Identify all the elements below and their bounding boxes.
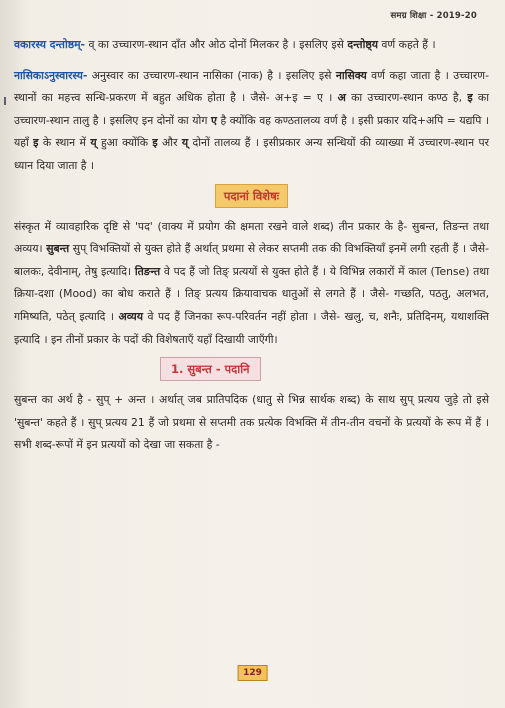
- para2-text: अनुस्वार का उच्चारण-स्थान नासिका (नाक) है । इसलिए इसे: [87, 68, 336, 82]
- para3-text4: वे पद हैं जिनका रूप-परिवर्तन नहीं होता । जैसे- खलु, च, शनैः, प्रतिदिनम्, यथाशक्ति इत्यादि । इन तीनों प्रकार के पदों की विशेषताएँ यहाँ दिखायी जाएँगी।: [14, 309, 489, 346]
- spacer: [14, 57, 489, 65]
- para3-bold3: अव्यय: [118, 309, 143, 323]
- term-nasika: नासिकाऽनुस्वारस्य-: [14, 68, 88, 82]
- para2-text4: का उच्चारण-स्थान तालु है । इसलिए इन दोनों का योग: [14, 91, 489, 127]
- subheading-wrap: [14, 357, 489, 383]
- para2-bold3: इ: [467, 91, 473, 105]
- margin-mark: [4, 97, 6, 105]
- para2-text5: है क्योंकि वह कण्ठतालव्य वर्ण है । इसी प्रकार यदि+अपि = यद्यपि । यहाँ: [14, 113, 489, 150]
- para2-text3: का उच्चारण-स्थान कण्ठ है,: [345, 91, 468, 105]
- para2-bold7: इ: [152, 136, 158, 150]
- para1-bold: दन्तोष्ठ्य: [347, 38, 378, 51]
- para2-bold6: य्: [90, 136, 97, 150]
- term-vakarasya: वकारस्य दन्तोष्ठम्-: [14, 38, 86, 51]
- page-number: 129: [237, 665, 268, 681]
- para2-bold4: ए: [210, 113, 217, 127]
- para3-bold: सुबन्त: [46, 242, 70, 256]
- paragraph-dantoshtha: [14, 34, 489, 57]
- para3-text3: वे पद हैं जो तिङ् प्रत्ययों से युक्त होते हैं । ये विभिन्न लकारों में काल (Tense) तथा क्रिया-दशा (Mood) का बोध कराते हैं । तिङ् प्रत्यय क्रियावाचक धातुओं से लगते हैं । जैसे- गच्छति, पठतु, अलभत, गमिष्यति, पठेत् इत्यादि ।: [14, 264, 489, 323]
- para3-text2: सुप् विभक्तियों से युक्त होते हैं अर्थात् प्रथमा से लेकर सप्तमी तक की विभक्तियाँ इनमें लगी रहती हैं । जैसे- बालकः, देवीनाम्, तेषु इत्यादि।: [14, 242, 489, 278]
- paragraph-subanta: [14, 389, 489, 457]
- section-heading: पदानां विशेषः: [215, 184, 288, 208]
- body-text: [14, 34, 489, 457]
- para2-text6: के स्थान में: [38, 136, 91, 150]
- paragraph-nasikya: [14, 65, 489, 178]
- para1-text2: वर्ण कहते हैं ।: [378, 38, 436, 51]
- para2-bold: नासिक्य: [335, 68, 367, 82]
- para4-text: सुबन्त का अर्थ है - सुप् + अन्त । अर्थात् जब प्रातिपदिक (धातु से भिन्न सार्थक शब्द) के साथ सुप् प्रत्यय जुड़े तो इसे 'सुबन्त' कहते हैं । सुप् प्रत्यय 21 हैं जो प्रथमा से सप्तमी तक प्रत्येक विभक्ति में तीन-तीन वचनों के प्रत्ययों के रूप में हैं । सभी शब्द-रूपों में इन प्रत्ययों को देखा जा सकता है -: [14, 393, 489, 452]
- para2-bold2: अ: [337, 91, 346, 105]
- heading-wrap: [14, 184, 489, 210]
- para2-text9: दोनों तालव्य हैं । इसीप्रकार अन्य सन्धियों की व्याख्या में उच्चारण-स्थान पर ध्यान दिया जाता है ।: [14, 136, 489, 172]
- para2-text8: और: [157, 136, 182, 150]
- subsection-heading: 1. सुबन्त - पदानि: [160, 357, 261, 381]
- para3-bold2: तिङन्त: [134, 264, 161, 278]
- para2-text2: वर्ण कहा जाता है । उच्चारण-स्थानों का महत्त्व सन्धि-प्रकरण में बहुत अधिक होता है । जैसे- अ+इ = ए ।: [14, 68, 489, 105]
- para2-bold8: य्: [181, 136, 189, 150]
- para3-text: संस्कृत में व्यावहारिक दृष्टि से 'पद' (वाक्य में प्रयोग की क्षमता रखने वाले शब्द) तीन प्रकार के है- सुबन्त, तिङन्त तथा अव्यय।: [14, 219, 489, 256]
- para1-text: व् का उच्चारण-स्थान दाँत और ओठ दोनों मिलकर है । इसलिए इसे: [85, 38, 348, 51]
- para2-bold5: इ: [33, 136, 39, 150]
- para2-text7: हुआ क्योंकि: [96, 136, 153, 150]
- running-head: समग्र शिक्षा - 2019-20: [390, 11, 477, 21]
- paragraph-padas: [14, 216, 489, 352]
